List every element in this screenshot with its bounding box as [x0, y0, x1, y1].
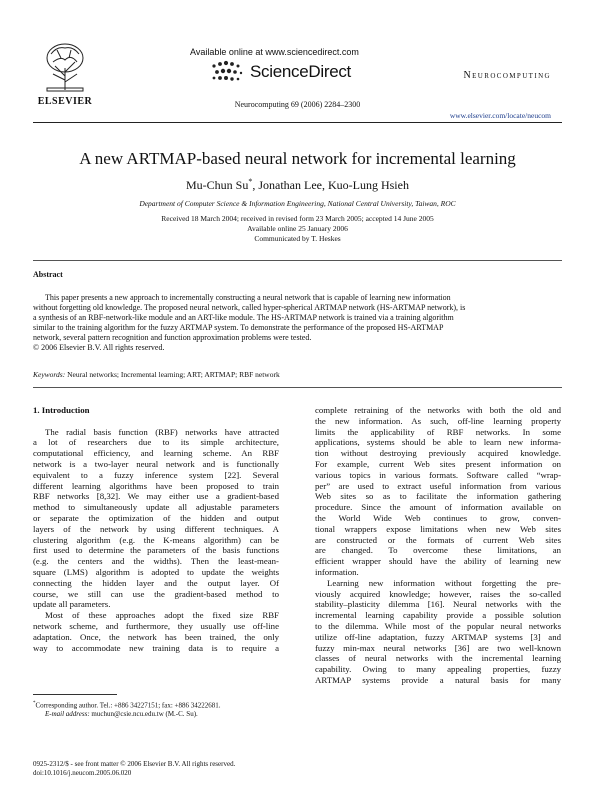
body-line: limits the applicability of RBF networks. In some: [315, 426, 561, 437]
body-line: fuzzy min-max neural networks [36] are two well-known: [315, 642, 561, 653]
section-heading: 1. Introduction: [33, 405, 90, 415]
corresponding-author: Mu-Chun Su: [186, 178, 249, 192]
journal-reference: Neurocomputing 69 (2006) 2284–2300: [234, 100, 361, 109]
abstract-line: This paper presents a new approach to incrementally constructing a neural network that is capable of learning new information: [45, 293, 451, 302]
body-line: first used to determine the parameters of the basis functions: [33, 545, 279, 556]
header-divider: [33, 122, 562, 123]
body-line: tional wrappers expose limitations when new Web sites: [315, 523, 561, 534]
body-line: course, we still can use the gradient-based method to: [33, 588, 279, 599]
sciencedirect-wordmark: ScienceDirect: [250, 62, 351, 81]
available-online-date: Available online 25 January 2006: [247, 224, 348, 233]
body-line: RBF networks [8,32]. We may either use a gradient-based: [33, 491, 279, 502]
body-line: incremental learning capability provide a possible solution: [315, 610, 561, 621]
keywords: [33, 370, 280, 379]
body-line: capability. Owing to many appealing properties, fuzzy: [315, 664, 561, 675]
body-line: procedure. Since the amount of information available on: [315, 502, 561, 513]
body-line: the new information. As such, off-line learning property: [315, 415, 561, 426]
body-line: network scheme, and furthermore, they usually use off-line: [33, 620, 279, 631]
body-line: computational efficiency, and learning scheme. An RBF: [33, 448, 279, 459]
body-line: applications, systems should be able to learn new informa-: [315, 437, 561, 448]
footnote-mark: *: [33, 701, 36, 706]
body-line: method to simultaneously update all adjustable parameters: [33, 502, 279, 513]
communicated-by: Communicated by T. Heskes: [254, 234, 341, 243]
body-line: viously acquired knowledge; however, raises the so-called: [315, 588, 561, 599]
body-line: Web sites so as to facilitate the information gathering: [315, 491, 561, 502]
sciencedirect-dots-icon: [210, 60, 244, 84]
body-line: (e.g. the centers and the widths). Then the least-mean-: [33, 556, 279, 567]
body-line: layers of the network by using different techniques. A: [33, 523, 279, 534]
abstract-top-rule: [33, 260, 562, 261]
body-line: network is a two-layer neural network and is functionally: [33, 458, 279, 469]
body-line: Most of these approaches adopt the fixed size RBF: [45, 610, 279, 621]
body-line: equivalent to a fuzzy inference system [22]. Several: [33, 469, 279, 480]
body-line: ARTMAP systems provide a natural basis for many: [315, 674, 561, 685]
footnote-contact: Corresponding author. Tel.: +886 34227151; fax: +886 34222681.: [35, 701, 221, 710]
body-line: connecting the hidden layer and the output layer. Of: [33, 577, 279, 588]
keywords-label: Keywords:: [33, 370, 66, 379]
body-line: way to accommodate new training data is to require a: [33, 642, 279, 653]
body-line: the World Wide Web continues to grow, conven-: [315, 512, 561, 523]
body-line: per” are used to extract useful information from various: [315, 480, 561, 491]
doi-link[interactable]: doi:10.1016/j.neucom.2005.06.020: [33, 769, 132, 777]
abstract-heading: Abstract: [33, 270, 63, 279]
author-list: [0, 177, 595, 193]
body-line: stability–plasticity dilemma [16]. Neural networks with the: [315, 599, 561, 610]
body-line: information.: [315, 566, 359, 577]
email-label: E-mail address:: [45, 710, 90, 719]
affiliation: Department of Computer Science & Information Engineering, National Central University, Taiwan, ROC: [139, 199, 456, 208]
co-authors: , Jonathan Lee, Kuo-Lung Hsieh: [252, 178, 409, 192]
body-line: are constructed or the formats of current Web sites: [315, 534, 561, 545]
footnote: [33, 699, 220, 719]
keywords-list: Neural networks; Incremental learning; ART; ARTMAP; RBF network: [67, 370, 280, 379]
body-line: to the dilemma. While most of the popular neural networks: [315, 620, 561, 631]
body-line: various topics in various formats. Software called “wrap-: [315, 469, 561, 480]
body-line: are changed. To overcome these limitations, an: [315, 545, 561, 556]
body-line: a lot of researchers due to its simple architecture,: [33, 437, 279, 448]
body-line: update all parameters.: [33, 599, 111, 610]
body-line: tion without destroying previously acquired knowledge.: [315, 448, 561, 459]
body-line: efficient wrapper should have the ability of learning new: [315, 556, 561, 567]
body-line: different learning algorithms have been proposed to train: [33, 480, 279, 491]
body-line: For example, current Web sites present information on: [315, 458, 561, 469]
body-line: Learning new information without forgetting the pre-: [327, 577, 561, 588]
body-line: The radial basis function (RBF) networks have attracted: [45, 426, 279, 437]
article-history: [0, 214, 595, 244]
body-line: classes of neural networks with the incremental learning: [315, 653, 561, 664]
abstract-line: without forgetting old knowledge. The proposed neural network, called hyper-spherical ARTMAP network (HS-ARTMAP network), is: [33, 303, 466, 312]
email-link[interactable]: muchun@csie.ncu.edu.tw (M.-C. Su).: [91, 710, 198, 719]
abstract-line: a synthesis of an RBF-network-like module and an ART-like module. The HS-ARTMAP network is trained via a training algorithm: [33, 313, 454, 322]
body-column-left: [33, 405, 279, 653]
abstract-line: similar to the training algorithm for the fuzzy ARTMAP system. To demonstrate the performance of the proposed HS-ARTMAP: [33, 323, 444, 332]
elsevier-tree-icon: [41, 40, 89, 92]
body-line: adaptation. Once, the network has been trained, the only: [33, 631, 279, 642]
journal-header: [0, 0, 595, 126]
abstract-line: network, several pattern recognition and function approximation problems were tested.: [33, 333, 312, 342]
received-dates: Received 18 March 2004; received in revised form 23 March 2005; accepted 14 June 2005: [161, 214, 434, 223]
journal-url-link[interactable]: www.elsevier.com/locate/neucom: [449, 111, 551, 120]
body-line: or separate the optimization of the hidden and output: [33, 512, 279, 523]
sciencedirect-logo: [210, 58, 360, 88]
abstract-copyright: © 2006 Elsevier B.V. All rights reserved.: [33, 343, 165, 352]
article-title: A new ARTMAP-based neural network for incremental learning: [79, 149, 516, 168]
abstract-bottom-rule: [33, 387, 562, 388]
issn-line: 0925-2312/$ - see front matter © 2006 Elsevier B.V. All rights reserved.: [33, 760, 236, 768]
journal-name: Neurocomputing: [463, 70, 551, 81]
body-line: clustering algorithm (e.g. the K-means algorithm) can be: [33, 534, 279, 545]
footnote-rule: [33, 694, 117, 695]
body-line: utilize off-line adaptation, fuzzy ARTMAP systems [3] and: [315, 631, 561, 642]
author-footnote-mark[interactable]: *: [248, 177, 253, 186]
publisher-name: ELSEVIER: [37, 96, 93, 107]
article-meta-footer: [33, 760, 235, 778]
abstract-body: [33, 293, 562, 353]
available-online-text[interactable]: Available online at www.sciencedirect.com: [190, 47, 359, 57]
body-line: square (LMS) algorithm is adopted to update the weights: [33, 566, 279, 577]
body-column-right: [315, 405, 561, 686]
body-line: complete retraining of the networks with both the old and: [315, 405, 561, 415]
